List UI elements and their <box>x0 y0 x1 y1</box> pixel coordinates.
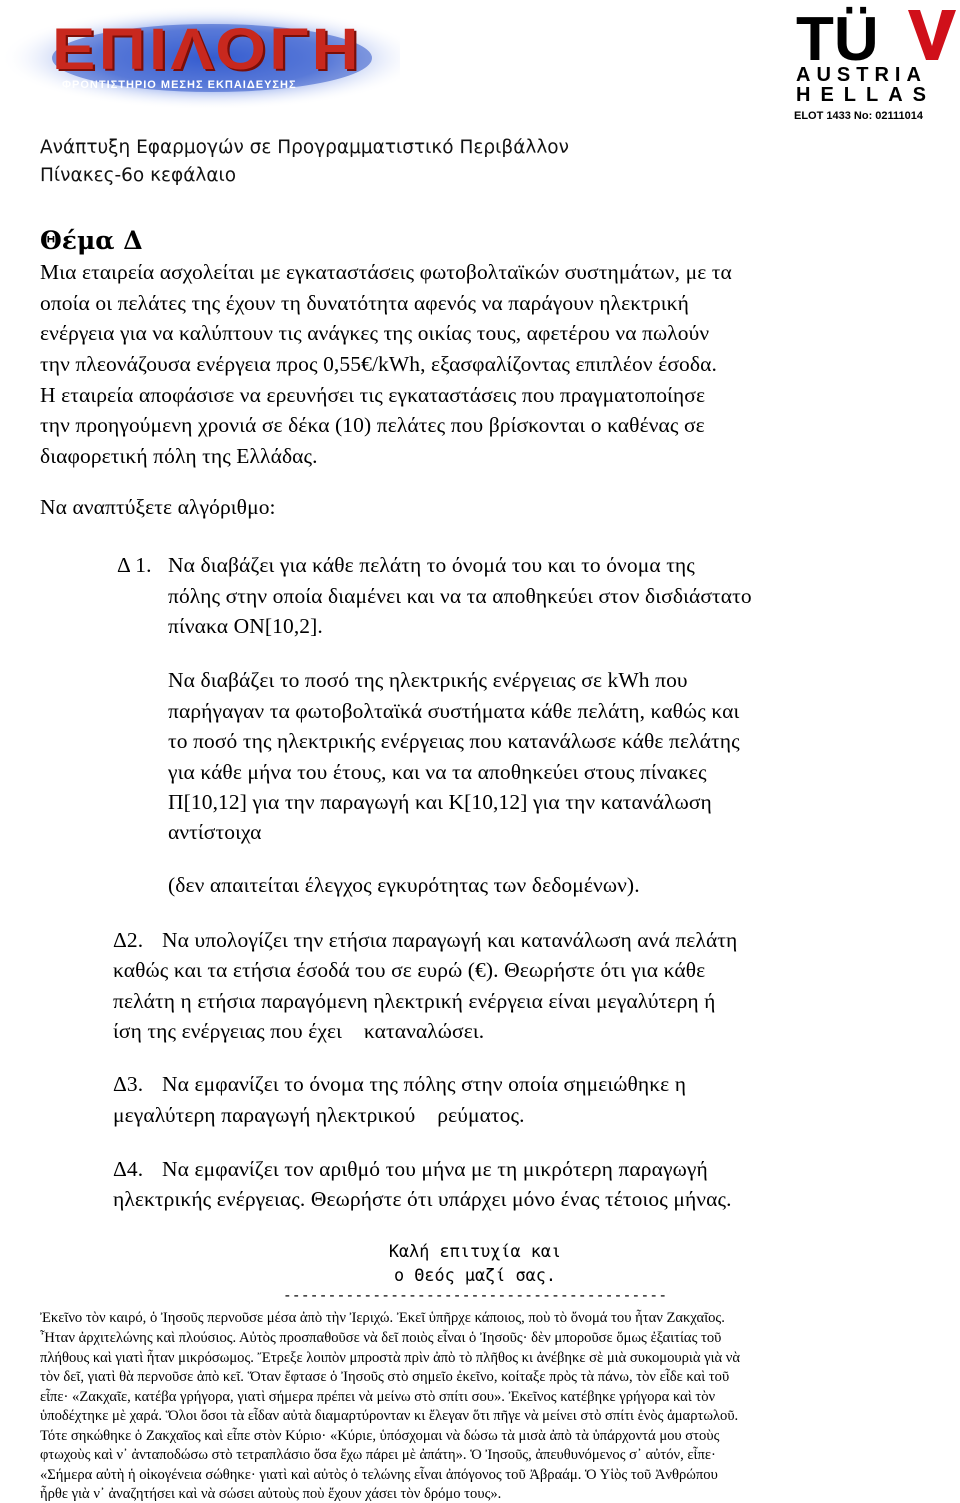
topic-heading: Θέμα Δ <box>40 226 143 255</box>
intro-line: Η εταιρεία αποφάσισε να ερευνήσει τις εγκαταστάσεις που πραγματοποίησε <box>40 383 706 407</box>
d1-line: πόλης στην οποία διαμένει και να τα αποθηκεύει στον δισδιάστατο <box>168 584 752 608</box>
tuv-brand-text <box>790 2 791 3</box>
story-line: πλήθους καὶ γιατὶ ἦταν μικρόσωμος. Ἔτρεξε λοιπὸν μπροστὰ πρὶν ἀπὸ τὸ πλῆθος κι ἀνέβηκε σὲ μιὰ συκομουριὰ γιὰ νὰ <box>40 1350 741 1366</box>
d1-para2-line: παρήγαγαν τα φωτοβολταϊκά συστήματα κάθε πελάτη, καθώς και <box>168 699 740 723</box>
d4-line: ηλεκτρικής ενέργειας. Θεωρήστε ότι υπάρχει μόνο ένας τέτοιος μήνας. <box>113 1187 732 1211</box>
d1-para2-line: για κάθε μήνα του έτους, και να τα αποθηκεύει στους πίνακες <box>168 760 707 784</box>
story-line: ἦρθε γιὰ ν᾿ ἀναζητήσει καὶ νὰ σώσει αὐτοὺς ποὺ ἔχουν χάσει τὸν δρόμο τους». <box>40 1486 502 1502</box>
course-title: Ανάπτυξη Εφαρμογών σε Προγραμματιστικό Περιβάλλον <box>40 137 569 158</box>
d4-label: Δ4. <box>113 1157 144 1181</box>
d1-label: Δ 1. <box>117 553 152 577</box>
story-line: εἶπε· «Ζακχαῖε, κατέβα γρήγορα, γιατὶ σήμερα πρέπει νὰ μείνω στὸ σπίτι σου». Ἐκεῖνος κατέβηκε γρήγορα καὶ τὸν <box>40 1389 716 1405</box>
story-line: Ἐκεῖνο τὸν καιρό, ὁ Ἰησοῦς περνοῦσε μέσα ἀπὸ τὴν Ἰεριχώ. Ἐκεῖ ὑπῆρχε κάποιος, ποὺ τὸ ὄνομά του ἦταν Ζακχαῖος. <box>40 1310 725 1326</box>
d3-line: μεγαλύτερη παραγωγή ηλεκτρικού ρεύματος. <box>113 1103 525 1127</box>
intro-line: διαφορετική πόλη της Ελλάδας. <box>40 444 318 468</box>
epilogi-subtitle: ΦΡΟΝΤΙΣΤΗΡΙΟ ΜΕΣΗΣ ΕΚΠΑΙΔΕΥΣΗΣ <box>62 79 297 91</box>
tuv-cert-number: ELOT 1433 No: 02111014 <box>794 110 924 122</box>
intro-line: την πλεονάζουσα ενέργεια προς 0,55€/kWh, εξασφαλίζοντας επιπλέον έσοδα. <box>40 352 717 376</box>
story-line: Τότε σηκώθηκε ὁ Ζακχαῖος καὶ εἶπε στὸν Κύριο· «Κύριε, ὑπόσχομαι νὰ δώσω τὰ μισὰ ἀπὸ τὰ ὑπάρχοντά μου στοὺς <box>40 1428 720 1444</box>
d4-line: Να εμφανίζει τον αριθμό του μήνα με τη μικρότερη παραγωγή <box>162 1157 708 1181</box>
intro-line: ενέργεια για να καλύπτουν τις ανάγκες της οικίας τους, αφετέρου να πωλούν <box>40 321 710 345</box>
tuv-austria: AUSTRIA <box>796 64 927 86</box>
closing-line-1: Καλή επιτυχία και <box>388 1242 562 1262</box>
d1-line: πίνακα ΟΝ[10,2]. <box>168 614 323 638</box>
story-line: «Σήμερα αὐτὴ ἡ οἰκογένεια σώθηκε· γιατὶ καὶ αὐτὸς ὁ τελώνης εἶναι ἀπόγονος τοῦ Ἀβραάμ. Ὁ Υἱὸς τοῦ Ἀνθρώπου <box>40 1467 718 1483</box>
story-line: Ἦταν ἀρχιτελώνης καὶ πλούσιος. Αὐτὸς προσπαθοῦσε νὰ δεῖ ποιὸς εἶναι ὁ Ἰησοῦς· δὲν μποροῦσε ὅμως ἐξαιτίας τοῦ <box>40 1330 722 1346</box>
story-line: ὑποδέχτηκε μὲ χαρά. Ὅλοι ὅσοι τὰ εἶδαν αὐτὰ διαμαρτύρονταν κι ἔλεγαν ὅτι πῆγε νὰ μείνει στὸ σπίτι ἑνὸς ἁμαρτωλοῦ. <box>40 1408 739 1424</box>
d3-label: Δ3. <box>113 1072 144 1096</box>
d2-line: καθώς και τα ετήσια έσοδά του σε ευρώ (€). Θεωρήστε ότι για κάθε <box>113 958 706 982</box>
d2-line: πελάτη η ετήσια παραγόμενη ηλεκτρική ενέργεια είναι μεγαλύτερη ή <box>113 989 716 1013</box>
d1-para2-line: αντίστοιχα <box>168 820 262 844</box>
intro-line: Μια εταιρεία ασχολείται με εγκαταστάσεις φωτοβολταϊκών συστημάτων, με τα <box>40 260 732 284</box>
epilogi-title: ΕΠΙΛΟΓΗ <box>52 17 362 82</box>
svg-text:TÜ: TÜ <box>796 5 879 74</box>
d1-para2-line: Να διαβάζει το ποσό της ηλεκτρικής ενέργειας σε kWh που <box>168 668 688 692</box>
story-line: τὸν δεῖ, γιατὶ θὰ περνοῦσε ἀπὸ κεῖ. Ὅταν ἔφτασε ὁ Ἰησοῦς στὸ σημεῖο ἐκεῖνο, κοίταξε πρὸς τὰ πάνω, τὸν εἶδε καὶ τοῦ <box>40 1369 730 1385</box>
d2-label: Δ2. <box>113 928 144 952</box>
d1-para2-line: Π[10,12] για την παραγωγή και Κ[10,12] για την κατανάλωση <box>168 790 712 814</box>
story-line: φτωχοὺς καὶ ν᾿ ἀνταποδώσω στὸ τετραπλάσιο ὅσα ἔχω πάρει μὲ ἀπάτη». Ὁ Ἰησοῦς, ἀπευθυνόμενος σ᾿ αὐτόν, εἶπε· <box>40 1447 716 1463</box>
tuv-logo <box>790 2 960 124</box>
tuv-hellas: HELLAS <box>796 84 936 106</box>
closing-separator: ------------------------------------------- <box>282 1286 668 1304</box>
intro-line: την προηγούμενη χρονιά σε δέκα (10) πελάτες που βρίσκονται ο καθένας σε <box>40 413 705 437</box>
closing-line-2: ο Θεός μαζί σας. <box>393 1266 557 1286</box>
intro-line: οποία οι πελάτες της έχουν τη δυνατότητα αφενός να παράγουν ηλεκτρική <box>40 291 689 315</box>
d1-line: Να διαβάζει για κάθε πελάτη το όνομά του και το όνομα της <box>168 553 695 577</box>
instruction: Να αναπτύξετε αλγόριθμο: <box>40 495 276 519</box>
epilogi-logo <box>0 0 400 112</box>
d2-line: Να υπολογίζει την ετήσια παραγωγή και κατανάλωση ανά πελάτη <box>162 928 738 952</box>
d1-note: (δεν απαιτείται έλεγχος εγκυρότητας των δεδομένων). <box>168 873 640 897</box>
chapter-title: Πίνακες-6ο κεφάλαιο <box>40 165 237 186</box>
d1-para2-line: το ποσό της ηλεκτρικής ενέργειας που κατανάλωσε κάθε πελάτης <box>168 729 740 753</box>
d3-line: Να εμφανίζει το όνομα της πόλης στην οποία σημειώθηκε η <box>162 1072 687 1096</box>
d2-line: ίση της ενέργειας που έχει καταναλώσει. <box>113 1019 485 1043</box>
